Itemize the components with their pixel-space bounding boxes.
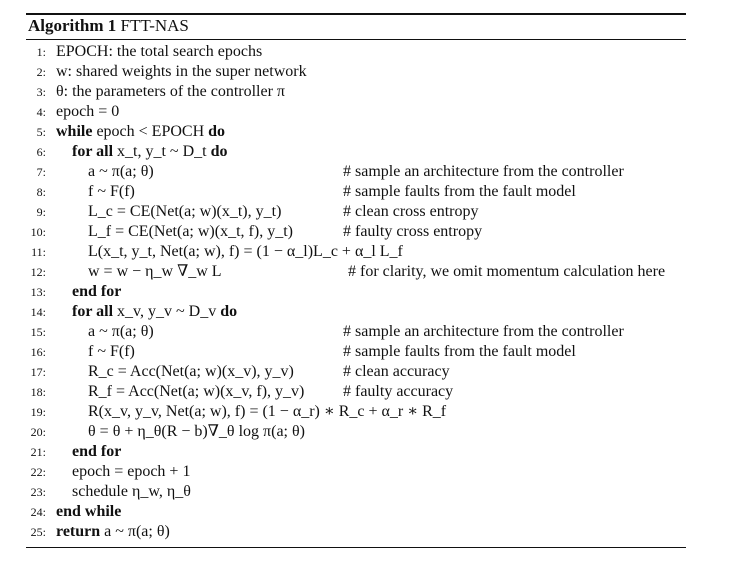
line-number: 7: bbox=[36, 165, 46, 179]
algorithm-line bbox=[0, 442, 730, 462]
keyword: do bbox=[208, 123, 226, 140]
algorithm-line bbox=[0, 302, 730, 322]
statement-text: w = w − η_w ∇_w L bbox=[88, 263, 222, 280]
line-code bbox=[56, 102, 119, 122]
algorithm-line bbox=[0, 162, 730, 182]
keyword: end for bbox=[72, 283, 122, 300]
statement-text: x_v, y_v ~ D_v bbox=[113, 303, 221, 320]
algorithm-header-rule bbox=[26, 39, 686, 40]
line-number: 17: bbox=[30, 365, 46, 379]
keyword: for all bbox=[72, 143, 114, 160]
algorithm-line bbox=[0, 202, 730, 222]
algorithm-line bbox=[0, 362, 730, 382]
algorithm-line bbox=[0, 482, 730, 502]
line-comment: # clean cross entropy bbox=[343, 203, 479, 220]
statement-text: R(x_v, y_v, Net(a; w), f) = (1 − α_r) ∗ R_c + α_r ∗ R_f bbox=[88, 403, 447, 420]
line-number: 9: bbox=[36, 205, 46, 219]
statement-text: L_c = CE(Net(a; w)(x_t), y_t) bbox=[88, 203, 282, 220]
algorithm-label: Algorithm 1 bbox=[28, 16, 117, 35]
line-code bbox=[88, 222, 293, 242]
line-code bbox=[88, 362, 294, 382]
statement-text: R_f = Acc(Net(a; w)(x_v, f), y_v) bbox=[88, 383, 305, 400]
algorithm-line bbox=[0, 42, 730, 62]
statement-text: EPOCH: the total search epochs bbox=[56, 43, 263, 60]
algorithm-line bbox=[0, 182, 730, 202]
line-code bbox=[72, 282, 121, 302]
line-comment: # sample an architecture from the controller bbox=[343, 163, 624, 180]
line-code bbox=[88, 322, 154, 342]
algorithm-line bbox=[0, 382, 730, 402]
line-number: 14: bbox=[30, 305, 46, 319]
algorithm-bottom-rule bbox=[26, 547, 686, 548]
statement-text: θ: the parameters of the controller π bbox=[56, 83, 285, 100]
statement-text: θ = θ + η_θ(R − b)∇_θ log π(a; θ) bbox=[88, 423, 305, 440]
keyword: end while bbox=[56, 503, 122, 520]
line-number: 13: bbox=[30, 285, 46, 299]
line-comment: # sample faults from the fault model bbox=[343, 343, 576, 360]
algorithm-line bbox=[0, 142, 730, 162]
statement-text: epoch = epoch + 1 bbox=[72, 463, 191, 480]
keyword: for all bbox=[72, 303, 114, 320]
statement-text: a ~ π(a; θ) bbox=[88, 323, 154, 340]
statement-text: f ~ F(f) bbox=[88, 343, 135, 360]
statement-text: L(x_t, y_t, Net(a; w), f) = (1 − α_l)L_c + α_l L_f bbox=[88, 243, 403, 260]
algorithm-line bbox=[0, 402, 730, 422]
line-code bbox=[56, 122, 225, 142]
algorithm-top-rule bbox=[26, 13, 686, 15]
line-number: 6: bbox=[36, 145, 46, 159]
line-code bbox=[88, 242, 403, 262]
line-comment: # faulty accuracy bbox=[343, 383, 454, 400]
statement-text: L_f = CE(Net(a; w)(x_t, f), y_t) bbox=[88, 223, 293, 240]
line-number: 16: bbox=[30, 345, 46, 359]
statement-text: epoch = 0 bbox=[56, 103, 120, 120]
line-code bbox=[56, 42, 262, 62]
algorithm-line bbox=[0, 342, 730, 362]
algorithm-line bbox=[0, 422, 730, 442]
line-code bbox=[88, 342, 135, 362]
line-number: 22: bbox=[30, 465, 46, 479]
statement-text: x_t, y_t ~ D_t bbox=[113, 143, 211, 160]
algorithm-line bbox=[0, 242, 730, 262]
line-comment: # faulty cross entropy bbox=[343, 223, 483, 240]
line-number: 19: bbox=[30, 405, 46, 419]
line-comment: # sample faults from the fault model bbox=[343, 183, 576, 200]
line-number: 15: bbox=[30, 325, 46, 339]
line-code bbox=[56, 62, 307, 82]
line-code bbox=[56, 522, 170, 542]
algorithm-line bbox=[0, 322, 730, 342]
line-comment: # for clarity, we omit momentum calculation here bbox=[348, 263, 666, 280]
algorithm-line bbox=[0, 122, 730, 142]
line-code bbox=[72, 142, 227, 162]
line-code bbox=[72, 482, 191, 502]
line-number: 4: bbox=[36, 105, 46, 119]
line-code bbox=[72, 462, 190, 482]
line-code bbox=[56, 502, 121, 522]
statement-text: f ~ F(f) bbox=[88, 183, 135, 200]
statement-text: a ~ π(a; θ) bbox=[88, 163, 154, 180]
line-number: 1: bbox=[36, 45, 46, 59]
statement-text: R_c = Acc(Net(a; w)(x_v), y_v) bbox=[88, 363, 294, 380]
line-comment: # clean accuracy bbox=[343, 363, 450, 380]
statement-text: epoch < EPOCH bbox=[92, 123, 209, 140]
keyword: do bbox=[210, 143, 228, 160]
keyword: return bbox=[56, 523, 101, 540]
algorithm-title bbox=[28, 16, 189, 36]
algorithm-line bbox=[0, 522, 730, 542]
line-number: 3: bbox=[36, 85, 46, 99]
keyword: end for bbox=[72, 443, 122, 460]
algorithm-line bbox=[0, 82, 730, 102]
algorithm-line bbox=[0, 102, 730, 122]
algorithm-line bbox=[0, 462, 730, 482]
statement-text: a ~ π(a; θ) bbox=[100, 523, 170, 540]
line-code bbox=[56, 82, 285, 102]
statement-text: w: shared weights in the super network bbox=[56, 63, 307, 80]
line-number: 21: bbox=[30, 445, 46, 459]
algorithm-line bbox=[0, 262, 730, 282]
line-code bbox=[88, 402, 446, 422]
line-number: 12: bbox=[30, 265, 46, 279]
line-number: 8: bbox=[36, 185, 46, 199]
line-code bbox=[88, 162, 154, 182]
line-code bbox=[88, 202, 281, 222]
line-code bbox=[88, 262, 222, 282]
keyword: do bbox=[220, 303, 238, 320]
line-comment: # sample an architecture from the controller bbox=[343, 323, 624, 340]
line-code bbox=[88, 182, 135, 202]
line-number: 18: bbox=[30, 385, 46, 399]
line-code bbox=[88, 422, 305, 442]
algorithm-line bbox=[0, 282, 730, 302]
line-number: 25: bbox=[30, 525, 46, 539]
statement-text: schedule η_w, η_θ bbox=[72, 483, 191, 500]
line-number: 23: bbox=[30, 485, 46, 499]
algorithm-line bbox=[0, 502, 730, 522]
line-code bbox=[72, 302, 237, 322]
line-number: 11: bbox=[31, 245, 46, 259]
line-number: 24: bbox=[30, 505, 46, 519]
line-number: 10: bbox=[30, 225, 46, 239]
algorithm-line bbox=[0, 222, 730, 242]
line-number: 2: bbox=[36, 65, 46, 79]
algorithm-line bbox=[0, 62, 730, 82]
line-code bbox=[88, 382, 304, 402]
line-number: 5: bbox=[36, 125, 46, 139]
algorithm-name: FTT-NAS bbox=[120, 16, 189, 35]
line-number: 20: bbox=[30, 425, 46, 439]
keyword: while bbox=[56, 123, 93, 140]
line-code bbox=[72, 442, 121, 462]
